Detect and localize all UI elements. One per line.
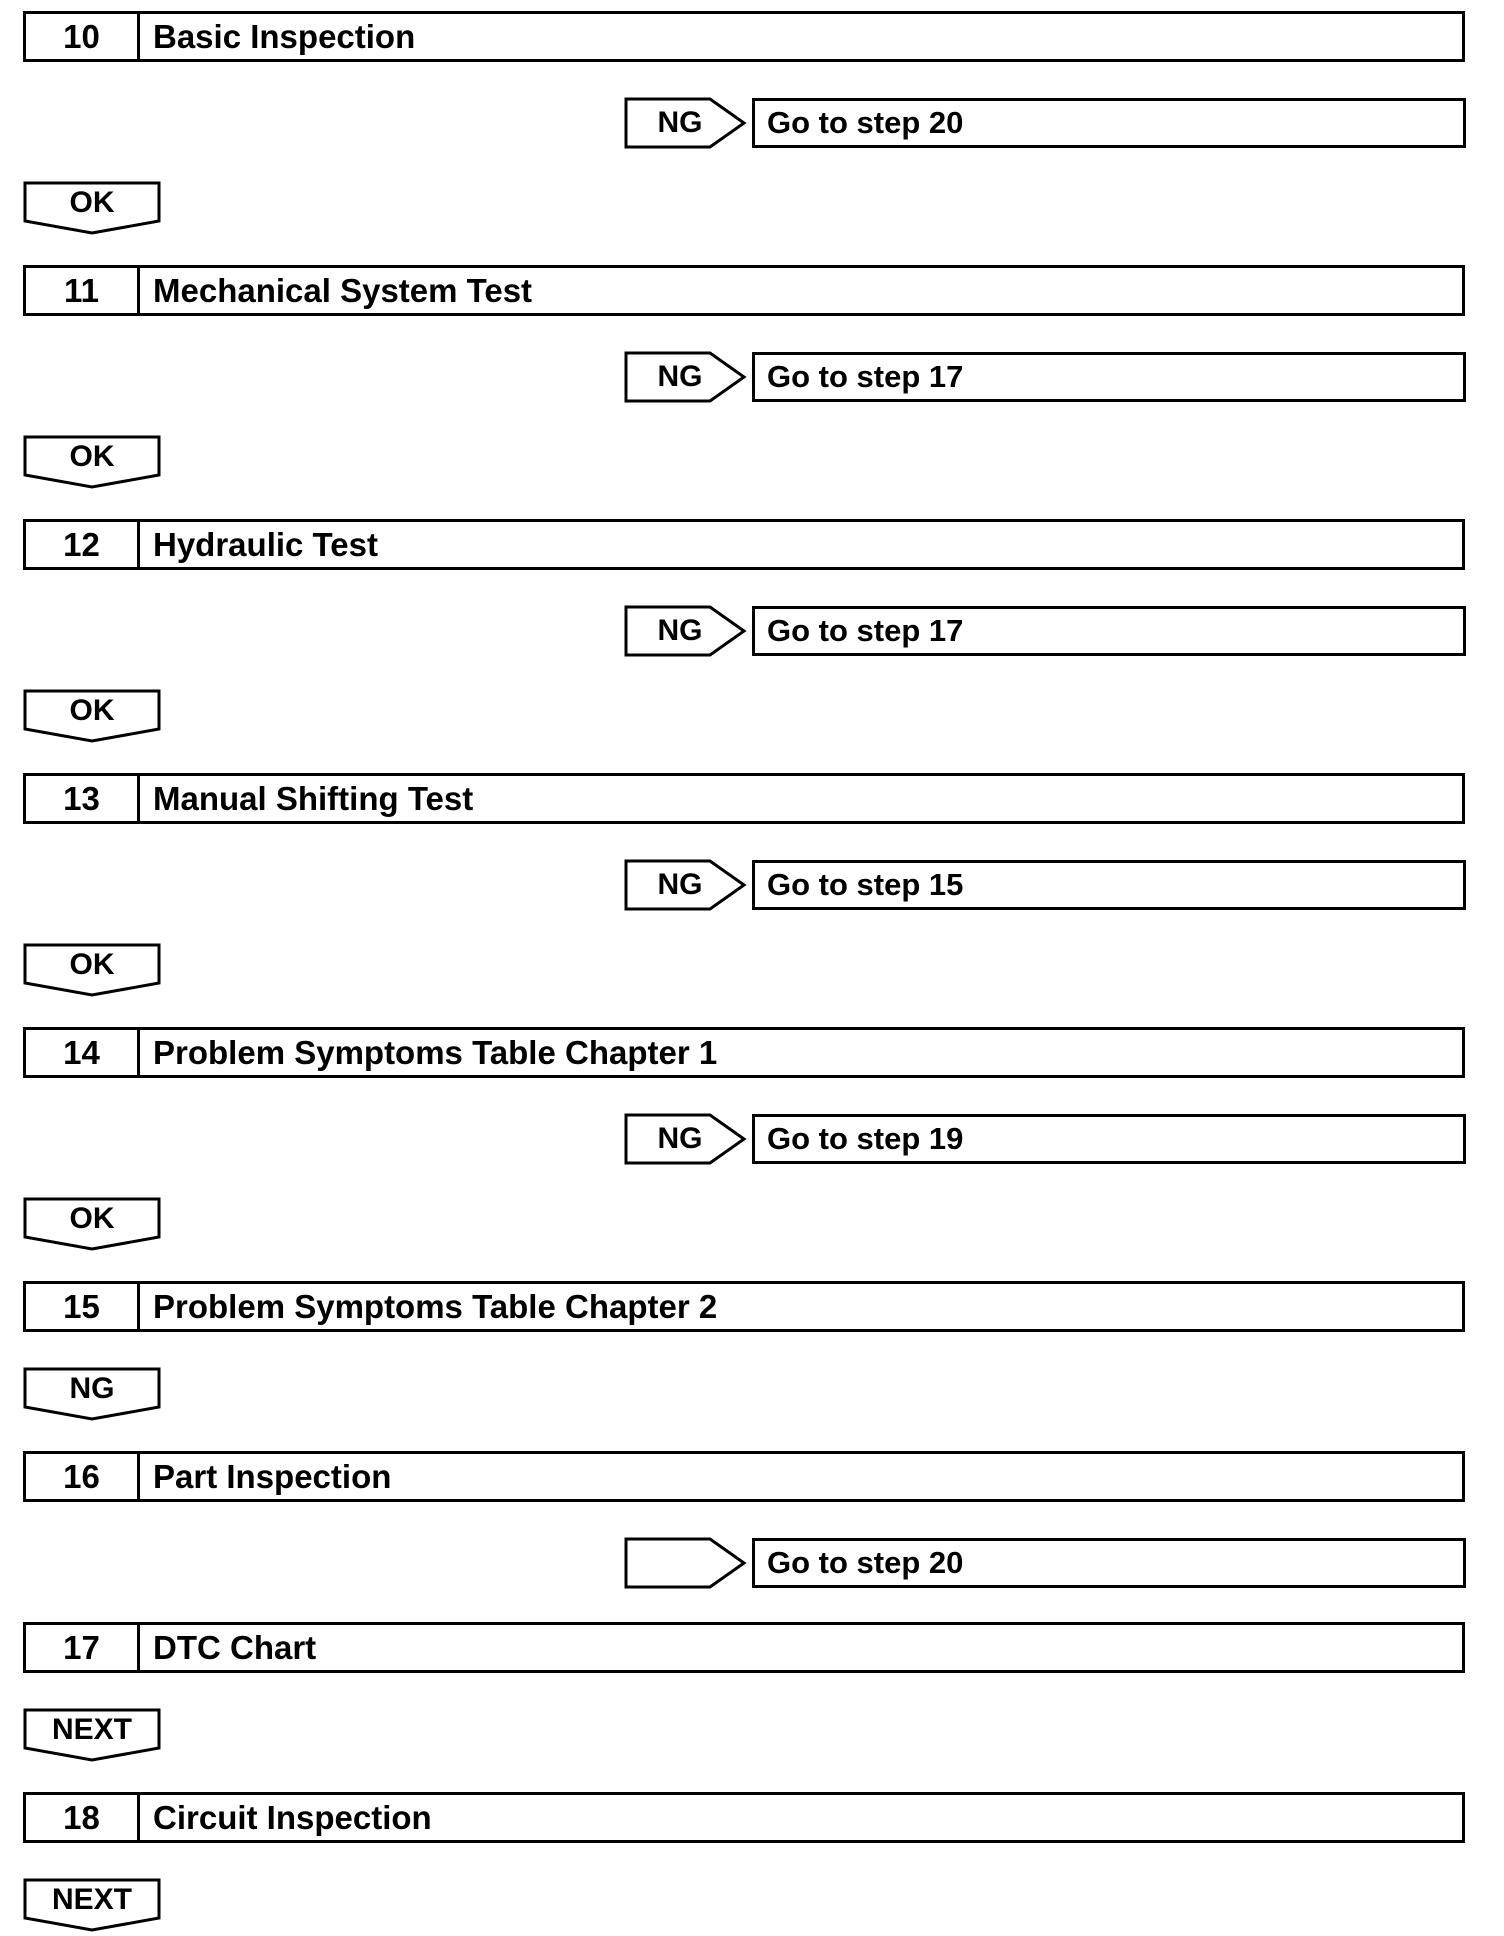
step-title: Manual Shifting Test xyxy=(153,779,474,817)
ng-arrow xyxy=(624,859,748,911)
step-number: 13 xyxy=(26,776,140,821)
step-number: 16 xyxy=(26,1454,140,1499)
branch-label: NG xyxy=(657,1122,703,1155)
flow-arrow xyxy=(23,689,161,743)
flow-label: NEXT xyxy=(51,1883,132,1916)
flow-arrow xyxy=(23,435,161,489)
flow-label: OK xyxy=(69,186,115,219)
flow-arrow xyxy=(23,1197,161,1251)
step-title: Problem Symptoms Table Chapter 1 xyxy=(153,1033,718,1071)
goto-box: Go to step 15 xyxy=(752,860,1466,910)
flow-arrow xyxy=(23,1367,161,1421)
goto-box: Go to step 20 xyxy=(752,98,1466,148)
step-box-11 xyxy=(23,265,1465,316)
goto-box: Go to step 17 xyxy=(752,352,1466,402)
flow-label: NEXT xyxy=(51,1713,132,1746)
step-title: Part Inspection xyxy=(153,1457,392,1495)
step-box-18 xyxy=(23,1792,1465,1843)
step-box-14 xyxy=(23,1027,1465,1078)
flow-label: OK xyxy=(69,948,115,981)
step-box-17 xyxy=(23,1622,1465,1673)
goto-box: Go to step 17 xyxy=(752,606,1466,656)
step-title: Basic Inspection xyxy=(153,17,416,55)
branch-arrow xyxy=(624,1537,748,1589)
goto-box: Go to step 19 xyxy=(752,1114,1466,1164)
branch-label: NG xyxy=(657,360,703,393)
branch-label xyxy=(624,1537,736,1589)
branch-label: NG xyxy=(657,868,703,901)
flow-arrow xyxy=(23,1708,161,1762)
flow-label: OK xyxy=(69,1202,115,1235)
step-box-16 xyxy=(23,1451,1465,1502)
step-title: DTC Chart xyxy=(153,1628,317,1666)
step-box-15 xyxy=(23,1281,1465,1332)
step-number: 17 xyxy=(26,1625,140,1670)
flow-label: NG xyxy=(69,1372,115,1405)
step-title: Mechanical System Test xyxy=(153,271,533,309)
ng-arrow xyxy=(624,351,748,403)
step-number: 18 xyxy=(26,1795,140,1840)
step-number: 12 xyxy=(26,522,140,567)
step-number: 11 xyxy=(26,268,140,313)
flow-arrow xyxy=(23,181,161,235)
step-box-12 xyxy=(23,519,1465,570)
step-number: 15 xyxy=(26,1284,140,1329)
ng-arrow xyxy=(624,1113,748,1165)
step-number: 10 xyxy=(26,14,140,59)
flow-arrow xyxy=(23,1878,161,1932)
step-title: Problem Symptoms Table Chapter 2 xyxy=(153,1287,718,1325)
ng-arrow xyxy=(624,605,748,657)
step-number: 14 xyxy=(26,1030,140,1075)
branch-label: NG xyxy=(657,614,703,647)
flow-label: OK xyxy=(69,694,115,727)
flow-label: OK xyxy=(69,440,115,473)
goto-box: Go to step 20 xyxy=(752,1538,1466,1588)
step-box-13 xyxy=(23,773,1465,824)
flow-arrow xyxy=(23,943,161,997)
branch-label: NG xyxy=(657,106,703,139)
ng-arrow xyxy=(624,97,748,149)
step-title: Hydraulic Test xyxy=(153,525,378,563)
step-box-10 xyxy=(23,11,1465,62)
step-title: Circuit Inspection xyxy=(153,1798,432,1836)
